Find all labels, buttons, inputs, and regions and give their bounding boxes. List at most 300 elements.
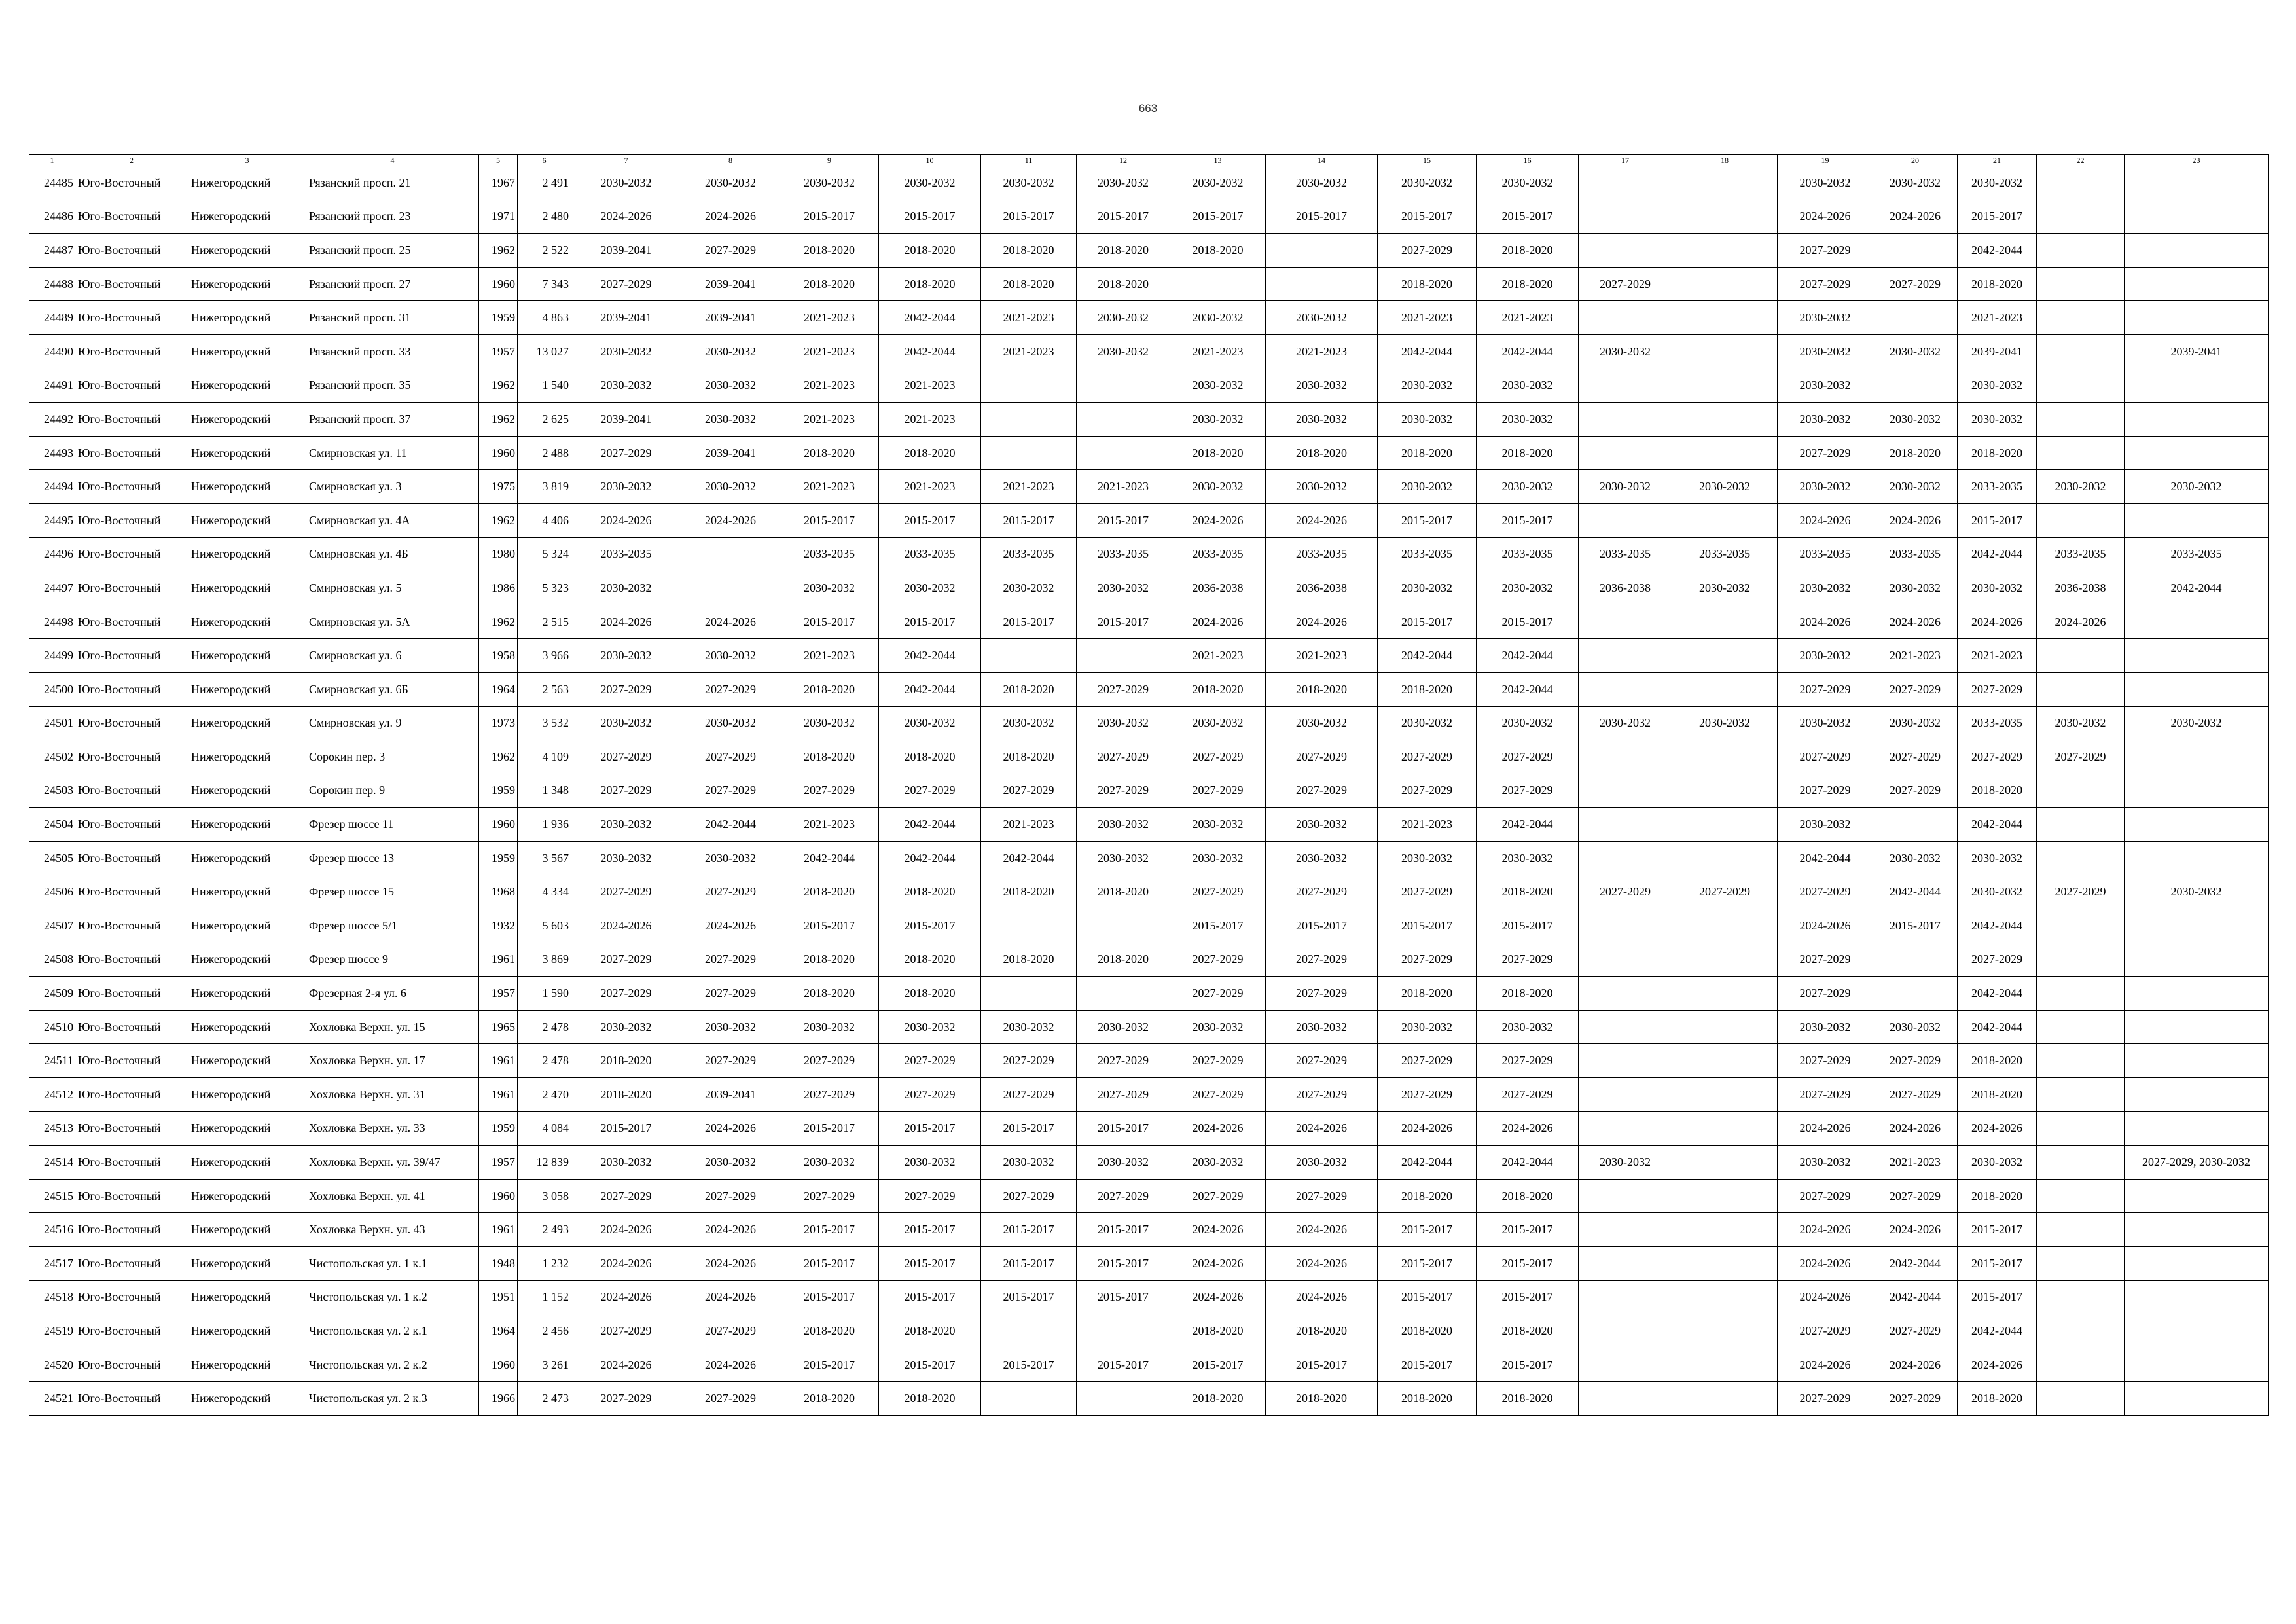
- table-cell-col-11: 2018-2020: [981, 267, 1077, 301]
- table-cell-col-16: 2027-2029: [1477, 774, 1579, 808]
- table-cell-col-12: 2030-2032: [1077, 301, 1170, 335]
- table-row: [29, 1146, 2269, 1180]
- table-cell-col-20: 2030-2032: [1873, 470, 1958, 504]
- table-cell-col-23: [2125, 1280, 2269, 1314]
- table-cell-col-18: [1672, 1348, 1778, 1382]
- table-cell-col-6: 1 232: [518, 1247, 571, 1281]
- table-cell-col-2: Юго-Восточный: [75, 909, 188, 943]
- table-cell-col-8: 2027-2029: [681, 774, 780, 808]
- table-cell-col-10: 2018-2020: [879, 977, 981, 1011]
- table-cell-col-11: [981, 403, 1077, 437]
- column-number-8: 8: [681, 155, 780, 166]
- table-cell-col-3: Нижегородский: [188, 334, 306, 369]
- table-cell-col-16: 2024-2026: [1477, 1111, 1579, 1146]
- table-cell-col-7: 2027-2029: [571, 267, 681, 301]
- table-cell-col-15: 2030-2032: [1378, 1010, 1477, 1044]
- table-cell-col-2: Юго-Восточный: [75, 334, 188, 369]
- table-cell-col-7: 2027-2029: [571, 1179, 681, 1213]
- table-cell-col-15: 2030-2032: [1378, 470, 1477, 504]
- table-cell-col-22: 2033-2035: [2037, 537, 2125, 571]
- table-cell-col-8: 2030-2032: [681, 470, 780, 504]
- table-cell-col-6: 4 084: [518, 1111, 571, 1146]
- table-cell-col-21: 2021-2023: [1958, 301, 2037, 335]
- table-cell-col-7: 2039-2041: [571, 234, 681, 268]
- table-cell-col-5: 1959: [479, 1111, 518, 1146]
- table-cell-col-21: 2039-2041: [1958, 334, 2037, 369]
- table-cell-col-19: 2030-2032: [1778, 166, 1873, 200]
- table-cell-col-13: 2027-2029: [1170, 740, 1266, 774]
- table-cell-col-17: 2027-2029: [1579, 875, 1672, 909]
- table-cell-col-18: [1672, 1382, 1778, 1416]
- table-cell-col-15: 2030-2032: [1378, 841, 1477, 875]
- table-cell-col-3: Нижегородский: [188, 436, 306, 470]
- table-cell-col-21: 2018-2020: [1958, 1179, 2037, 1213]
- table-cell-col-7: 2030-2032: [571, 334, 681, 369]
- table-cell-col-19: 2030-2032: [1778, 706, 1873, 740]
- table-cell-col-12: 2015-2017: [1077, 1247, 1170, 1281]
- table-cell-col-5: 1980: [479, 537, 518, 571]
- table-cell-col-1: 24520: [29, 1348, 75, 1382]
- table-cell-col-12: 2030-2032: [1077, 334, 1170, 369]
- column-number-9: 9: [780, 155, 879, 166]
- table-cell-col-14: 2027-2029: [1266, 1044, 1378, 1078]
- table-cell-col-7: 2039-2041: [571, 403, 681, 437]
- table-cell-col-6: 2 515: [518, 605, 571, 639]
- table-cell-col-19: 2030-2032: [1778, 571, 1873, 605]
- table-cell-col-23: [2125, 403, 2269, 437]
- table-cell-col-8: 2030-2032: [681, 1010, 780, 1044]
- table-cell-col-6: 2 493: [518, 1213, 571, 1247]
- column-number-16: 16: [1477, 155, 1579, 166]
- table-cell-col-16: 2030-2032: [1477, 166, 1579, 200]
- table-cell-col-10: 2027-2029: [879, 1078, 981, 1112]
- table-cell-col-22: [2037, 334, 2125, 369]
- table-cell-col-4: Рязанский просп. 37: [306, 403, 479, 437]
- table-cell-col-3: Нижегородский: [188, 639, 306, 673]
- table-cell-col-15: 2027-2029: [1378, 875, 1477, 909]
- table-cell-col-18: [1672, 1213, 1778, 1247]
- table-cell-col-12: 2015-2017: [1077, 1213, 1170, 1247]
- table-cell-col-18: [1672, 909, 1778, 943]
- table-cell-col-3: Нижегородский: [188, 740, 306, 774]
- table-cell-col-16: 2042-2044: [1477, 672, 1579, 706]
- table-cell-col-9: 2021-2023: [780, 301, 879, 335]
- table-cell-col-18: [1672, 436, 1778, 470]
- table-cell-col-17: 2030-2032: [1579, 470, 1672, 504]
- table-cell-col-12: [1077, 1314, 1170, 1348]
- table-cell-col-13: 2030-2032: [1170, 1146, 1266, 1180]
- table-cell-col-1: 24494: [29, 470, 75, 504]
- table-cell-col-14: 2030-2032: [1266, 166, 1378, 200]
- table-cell-col-3: Нижегородский: [188, 1179, 306, 1213]
- table-cell-col-20: [1873, 977, 1958, 1011]
- table-cell-col-11: 2027-2029: [981, 774, 1077, 808]
- table-cell-col-7: 2030-2032: [571, 841, 681, 875]
- table-cell-col-10: 2018-2020: [879, 1382, 981, 1416]
- table-cell-col-8: 2030-2032: [681, 166, 780, 200]
- table-cell-col-11: 2021-2023: [981, 808, 1077, 842]
- table-cell-col-12: 2030-2032: [1077, 1010, 1170, 1044]
- table-cell-col-8: 2024-2026: [681, 1213, 780, 1247]
- table-cell-col-16: 2015-2017: [1477, 1348, 1579, 1382]
- table-cell-col-8: 2030-2032: [681, 639, 780, 673]
- table-cell-col-16: 2018-2020: [1477, 977, 1579, 1011]
- table-cell-col-18: [1672, 1247, 1778, 1281]
- table-cell-col-16: 2042-2044: [1477, 1146, 1579, 1180]
- table-row: [29, 436, 2269, 470]
- table-cell-col-8: 2039-2041: [681, 267, 780, 301]
- table-cell-col-10: 2027-2029: [879, 1179, 981, 1213]
- table-cell-col-5: 1962: [479, 605, 518, 639]
- table-cell-col-6: 2 491: [518, 166, 571, 200]
- table-cell-col-12: [1077, 1382, 1170, 1416]
- table-cell-col-16: 2015-2017: [1477, 1247, 1579, 1281]
- table-cell-col-16: 2027-2029: [1477, 943, 1579, 977]
- table-cell-col-16: 2030-2032: [1477, 403, 1579, 437]
- table-cell-col-15: 2015-2017: [1378, 605, 1477, 639]
- table-cell-col-21: 2015-2017: [1958, 1280, 2037, 1314]
- table-cell-col-19: 2030-2032: [1778, 470, 1873, 504]
- table-cell-col-9: 2030-2032: [780, 571, 879, 605]
- table-cell-col-10: 2042-2044: [879, 841, 981, 875]
- table-cell-col-22: [2037, 436, 2125, 470]
- table-cell-col-14: 2027-2029: [1266, 977, 1378, 1011]
- table-cell-col-20: 2024-2026: [1873, 200, 1958, 234]
- table-cell-col-8: 2039-2041: [681, 1078, 780, 1112]
- table-cell-col-16: 2033-2035: [1477, 537, 1579, 571]
- table-row: [29, 403, 2269, 437]
- table-cell-col-2: Юго-Восточный: [75, 977, 188, 1011]
- table-cell-col-1: 24516: [29, 1213, 75, 1247]
- table-cell-col-19: 2027-2029: [1778, 740, 1873, 774]
- table-cell-col-2: Юго-Восточный: [75, 267, 188, 301]
- table-cell-col-7: 2027-2029: [571, 1314, 681, 1348]
- table-cell-col-16: 2030-2032: [1477, 706, 1579, 740]
- table-cell-col-9: 2018-2020: [780, 1382, 879, 1416]
- table-cell-col-14: 2021-2023: [1266, 334, 1378, 369]
- table-cell-col-18: [1672, 605, 1778, 639]
- table-cell-col-23: [2125, 909, 2269, 943]
- table-cell-col-13: 2018-2020: [1170, 436, 1266, 470]
- table-cell-col-9: 2015-2017: [780, 1111, 879, 1146]
- table-cell-col-15: 2018-2020: [1378, 1382, 1477, 1416]
- table-cell-col-17: [1579, 1179, 1672, 1213]
- table-cell-col-23: [2125, 774, 2269, 808]
- table-cell-col-11: 2021-2023: [981, 334, 1077, 369]
- table-cell-col-15: 2015-2017: [1378, 1348, 1477, 1382]
- table-cell-col-6: 2 625: [518, 403, 571, 437]
- table-cell-col-21: 2042-2044: [1958, 1010, 2037, 1044]
- table-cell-col-17: [1579, 605, 1672, 639]
- table-cell-col-12: 2030-2032: [1077, 706, 1170, 740]
- table-cell-col-3: Нижегородский: [188, 200, 306, 234]
- table-cell-col-21: 2015-2017: [1958, 1247, 2037, 1281]
- table-cell-col-1: 24492: [29, 403, 75, 437]
- table-cell-col-16: 2030-2032: [1477, 841, 1579, 875]
- table-cell-col-20: [1873, 234, 1958, 268]
- table-cell-col-5: 1975: [479, 470, 518, 504]
- table-cell-col-4: Смирновская ул. 11: [306, 436, 479, 470]
- column-number-13: 13: [1170, 155, 1266, 166]
- table-cell-col-20: 2027-2029: [1873, 1044, 1958, 1078]
- table-cell-col-20: 2030-2032: [1873, 166, 1958, 200]
- table-cell-col-15: 2030-2032: [1378, 166, 1477, 200]
- table-cell-col-22: [2037, 403, 2125, 437]
- table-cell-col-13: 2018-2020: [1170, 234, 1266, 268]
- table-cell-col-14: 2030-2032: [1266, 1146, 1378, 1180]
- table-cell-col-17: 2036-2038: [1579, 571, 1672, 605]
- table-cell-col-18: 2030-2032: [1672, 706, 1778, 740]
- table-cell-col-17: 2027-2029: [1579, 267, 1672, 301]
- table-cell-col-9: 2015-2017: [780, 200, 879, 234]
- table-cell-col-22: [2037, 1348, 2125, 1382]
- table-cell-col-5: 1962: [479, 369, 518, 403]
- table-cell-col-7: 2027-2029: [571, 875, 681, 909]
- table-cell-col-18: [1672, 200, 1778, 234]
- table-cell-col-14: 2024-2026: [1266, 1280, 1378, 1314]
- table-row: [29, 571, 2269, 605]
- table-row: [29, 875, 2269, 909]
- table-cell-col-1: 24504: [29, 808, 75, 842]
- table-cell-col-12: [1077, 403, 1170, 437]
- table-cell-col-17: [1579, 503, 1672, 537]
- table-cell-col-1: 24493: [29, 436, 75, 470]
- table-cell-col-10: 2015-2017: [879, 503, 981, 537]
- table-cell-col-2: Юго-Восточный: [75, 875, 188, 909]
- table-cell-col-20: 2027-2029: [1873, 1314, 1958, 1348]
- table-cell-col-2: Юго-Восточный: [75, 571, 188, 605]
- table-cell-col-2: Юго-Восточный: [75, 740, 188, 774]
- table-cell-col-23: [2125, 267, 2269, 301]
- table-cell-col-1: 24514: [29, 1146, 75, 1180]
- table-cell-col-7: 2024-2026: [571, 605, 681, 639]
- table-cell-col-22: 2024-2026: [2037, 605, 2125, 639]
- table-cell-col-7: 2024-2026: [571, 200, 681, 234]
- table-cell-col-1: 24500: [29, 672, 75, 706]
- table-cell-col-10: 2018-2020: [879, 875, 981, 909]
- table-cell-col-22: [2037, 943, 2125, 977]
- table-cell-col-18: [1672, 334, 1778, 369]
- table-cell-col-6: 4 406: [518, 503, 571, 537]
- table-cell-col-3: Нижегородский: [188, 1010, 306, 1044]
- table-cell-col-21: 2042-2044: [1958, 808, 2037, 842]
- table-cell-col-21: 2027-2029: [1958, 943, 2037, 977]
- table-cell-col-18: [1672, 1111, 1778, 1146]
- table-cell-col-2: Юго-Восточный: [75, 403, 188, 437]
- table-cell-col-21: 2018-2020: [1958, 1044, 2037, 1078]
- table-cell-col-8: 2027-2029: [681, 1382, 780, 1416]
- table-row: [29, 166, 2269, 200]
- table-cell-col-14: 2018-2020: [1266, 672, 1378, 706]
- table-cell-col-12: 2030-2032: [1077, 808, 1170, 842]
- table-cell-col-22: [2037, 774, 2125, 808]
- table-cell-col-3: Нижегородский: [188, 909, 306, 943]
- table-cell-col-3: Нижегородский: [188, 470, 306, 504]
- table-cell-col-19: 2027-2029: [1778, 267, 1873, 301]
- table-cell-col-14: 2027-2029: [1266, 943, 1378, 977]
- table-cell-col-6: 7 343: [518, 267, 571, 301]
- table-cell-col-1: 24491: [29, 369, 75, 403]
- table-cell-col-7: 2015-2017: [571, 1111, 681, 1146]
- table-cell-col-22: [2037, 672, 2125, 706]
- table-cell-col-22: 2030-2032: [2037, 470, 2125, 504]
- table-cell-col-23: [2125, 369, 2269, 403]
- table-cell-col-12: 2018-2020: [1077, 267, 1170, 301]
- table-cell-col-2: Юго-Восточный: [75, 1280, 188, 1314]
- table-cell-col-2: Юго-Восточный: [75, 1010, 188, 1044]
- table-cell-col-23: [2125, 503, 2269, 537]
- table-cell-col-20: 2027-2029: [1873, 774, 1958, 808]
- table-cell-col-19: 2024-2026: [1778, 909, 1873, 943]
- table-cell-col-1: 24509: [29, 977, 75, 1011]
- table-cell-col-23: 2042-2044: [2125, 571, 2269, 605]
- table-cell-col-22: [2037, 808, 2125, 842]
- table-cell-col-10: 2018-2020: [879, 267, 981, 301]
- table-cell-col-13: 2027-2029: [1170, 875, 1266, 909]
- table-cell-col-20: 2024-2026: [1873, 1213, 1958, 1247]
- table-cell-col-5: 1958: [479, 639, 518, 673]
- table-cell-col-21: 2015-2017: [1958, 503, 2037, 537]
- column-number-11: 11: [981, 155, 1077, 166]
- table-cell-col-5: 1965: [479, 1010, 518, 1044]
- table-cell-col-17: [1579, 166, 1672, 200]
- table-cell-col-7: 2030-2032: [571, 369, 681, 403]
- table-cell-col-3: Нижегородский: [188, 166, 306, 200]
- table-cell-col-8: 2030-2032: [681, 841, 780, 875]
- table-row: [29, 234, 2269, 268]
- table-cell-col-22: [2037, 1247, 2125, 1281]
- table-row: [29, 369, 2269, 403]
- page-number: 663: [1138, 102, 1158, 115]
- table-cell-col-7: 2030-2032: [571, 1146, 681, 1180]
- table-cell-col-9: 2018-2020: [780, 436, 879, 470]
- table-cell-col-4: Рязанский просп. 35: [306, 369, 479, 403]
- table-cell-col-19: 2027-2029: [1778, 774, 1873, 808]
- table-cell-col-21: 2015-2017: [1958, 200, 2037, 234]
- table-cell-col-13: 2030-2032: [1170, 166, 1266, 200]
- table-row: [29, 1314, 2269, 1348]
- table-cell-col-4: Хохловка Верхн. ул. 39/47: [306, 1146, 479, 1180]
- table-cell-col-20: 2018-2020: [1873, 436, 1958, 470]
- table-cell-col-18: [1672, 740, 1778, 774]
- table-cell-col-7: 2030-2032: [571, 1010, 681, 1044]
- table-cell-col-18: [1672, 672, 1778, 706]
- table-cell-col-2: Юго-Восточный: [75, 301, 188, 335]
- table-cell-col-12: [1077, 369, 1170, 403]
- table-cell-col-12: [1077, 436, 1170, 470]
- register-table: [29, 154, 2269, 1416]
- table-cell-col-17: 2033-2035: [1579, 537, 1672, 571]
- table-row: [29, 706, 2269, 740]
- table-cell-col-2: Юго-Восточный: [75, 672, 188, 706]
- table-cell-col-13: 2024-2026: [1170, 503, 1266, 537]
- table-cell-col-13: 2015-2017: [1170, 200, 1266, 234]
- table-cell-col-10: 2021-2023: [879, 470, 981, 504]
- table-cell-col-16: 2030-2032: [1477, 369, 1579, 403]
- table-cell-col-20: 2021-2023: [1873, 639, 1958, 673]
- table-cell-col-3: Нижегородский: [188, 537, 306, 571]
- table-cell-col-9: 2018-2020: [780, 943, 879, 977]
- table-cell-col-23: [2125, 200, 2269, 234]
- table-cell-col-6: 1 348: [518, 774, 571, 808]
- table-cell-col-13: 2024-2026: [1170, 605, 1266, 639]
- table-cell-col-7: 2030-2032: [571, 571, 681, 605]
- table-cell-col-19: 2030-2032: [1778, 1010, 1873, 1044]
- table-cell-col-6: 4 109: [518, 740, 571, 774]
- table-cell-col-14: 2018-2020: [1266, 436, 1378, 470]
- table-cell-col-12: 2030-2032: [1077, 166, 1170, 200]
- table-cell-col-14: 2030-2032: [1266, 706, 1378, 740]
- table-cell-col-23: [2125, 808, 2269, 842]
- table-cell-col-7: 2027-2029: [571, 774, 681, 808]
- table-cell-col-10: 2015-2017: [879, 605, 981, 639]
- table-row: [29, 639, 2269, 673]
- table-cell-col-8: 2024-2026: [681, 1111, 780, 1146]
- table-cell-col-19: 2027-2029: [1778, 672, 1873, 706]
- table-cell-col-3: Нижегородский: [188, 1213, 306, 1247]
- table-cell-col-15: 2030-2032: [1378, 369, 1477, 403]
- table-cell-col-18: [1672, 1146, 1778, 1180]
- column-number-12: 12: [1077, 155, 1170, 166]
- table-cell-col-3: Нижегородский: [188, 369, 306, 403]
- table-cell-col-9: 2018-2020: [780, 740, 879, 774]
- table-cell-col-3: Нижегородский: [188, 1247, 306, 1281]
- table-cell-col-5: 1957: [479, 1146, 518, 1180]
- table-cell-col-17: [1579, 943, 1672, 977]
- table-cell-col-17: [1579, 1111, 1672, 1146]
- table-cell-col-23: [2125, 436, 2269, 470]
- table-cell-col-15: 2042-2044: [1378, 334, 1477, 369]
- table-cell-col-22: [2037, 503, 2125, 537]
- table-cell-col-15: 2027-2029: [1378, 1044, 1477, 1078]
- table-cell-col-1: 24519: [29, 1314, 75, 1348]
- table-cell-col-23: [2125, 166, 2269, 200]
- column-number-22: 22: [2037, 155, 2125, 166]
- table-cell-col-5: 1961: [479, 943, 518, 977]
- table-cell-col-4: Смирновская ул. 4А: [306, 503, 479, 537]
- table-cell-col-7: 2027-2029: [571, 436, 681, 470]
- table-cell-col-17: [1579, 639, 1672, 673]
- table-cell-col-2: Юго-Восточный: [75, 774, 188, 808]
- table-cell-col-12: 2015-2017: [1077, 200, 1170, 234]
- table-cell-col-22: [2037, 200, 2125, 234]
- table-cell-col-3: Нижегородский: [188, 1044, 306, 1078]
- table-cell-col-4: Фрезер шоссе 5/1: [306, 909, 479, 943]
- table-cell-col-2: Юго-Восточный: [75, 1146, 188, 1180]
- table-cell-col-12: 2027-2029: [1077, 740, 1170, 774]
- table-cell-col-23: 2030-2032: [2125, 470, 2269, 504]
- table-cell-col-3: Нижегородский: [188, 503, 306, 537]
- table-cell-col-11: [981, 436, 1077, 470]
- table-cell-col-19: 2030-2032: [1778, 639, 1873, 673]
- table-cell-col-4: Хохловка Верхн. ул. 43: [306, 1213, 479, 1247]
- table-cell-col-6: 3 532: [518, 706, 571, 740]
- table-cell-col-19: 2024-2026: [1778, 605, 1873, 639]
- table-cell-col-1: 24506: [29, 875, 75, 909]
- table-cell-col-2: Юго-Восточный: [75, 841, 188, 875]
- table-cell-col-13: 2018-2020: [1170, 672, 1266, 706]
- table-cell-col-21: 2030-2032: [1958, 571, 2037, 605]
- table-cell-col-14: 2027-2029: [1266, 740, 1378, 774]
- table-cell-col-6: 3 869: [518, 943, 571, 977]
- table-cell-col-4: Смирновская ул. 6: [306, 639, 479, 673]
- table-cell-col-2: Юго-Восточный: [75, 470, 188, 504]
- table-row: [29, 1247, 2269, 1281]
- column-number-6: 6: [518, 155, 571, 166]
- table-cell-col-7: 2027-2029: [571, 740, 681, 774]
- table-cell-col-11: 2027-2029: [981, 1044, 1077, 1078]
- table-cell-col-2: Юго-Восточный: [75, 166, 188, 200]
